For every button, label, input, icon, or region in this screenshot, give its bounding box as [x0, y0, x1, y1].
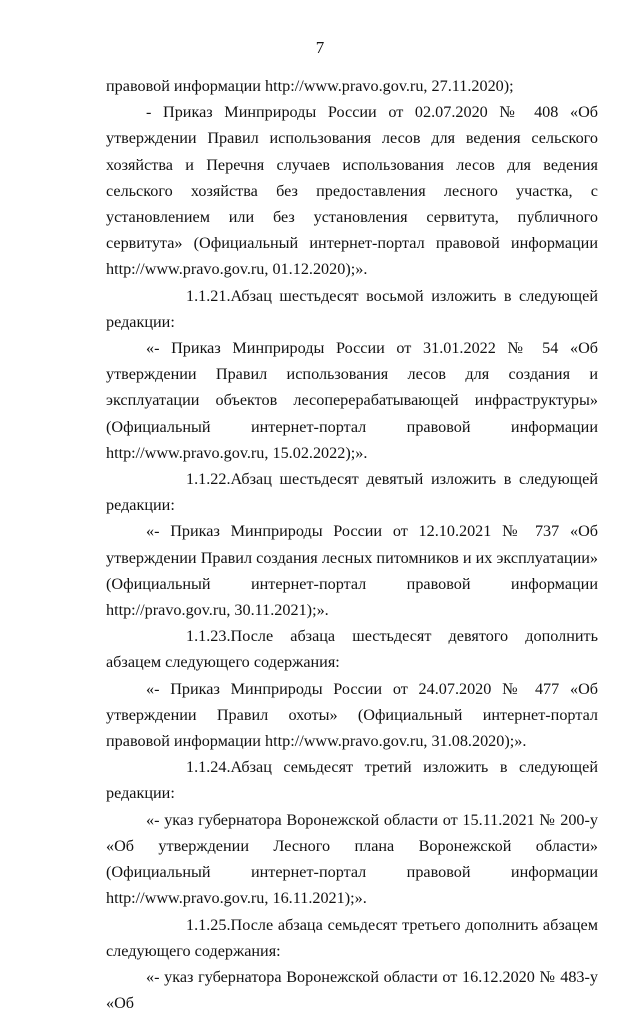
- paragraph-order-408: - Приказ Минприроды России от 02.07.2020 № 408 «Об утверждении Правил использования лесов для ведения сельского хозяйства и Перечня случаев использования лесов для ведения сельского хозяйства без предоставления лесного участка, с установлением или без установления сервитута, публичного сервитута» (Официальный интернет-портал правовой информации http://www.pravo.gov.ru, 01.12.2020);».: [106, 103, 598, 279]
- clause-number: 1.1.25.: [186, 915, 231, 934]
- paragraph-decree-200u: «- указ губернатора Воронежской области от 15.11.2021 № 200-у «Об утверждении Лесного плана Воронежской области» (Официальный интернет-портал правовой информации http://www.pravo.gov.ru, 16.11.2021);».: [106, 810, 598, 908]
- clause-text: Абзац шестьдесят восьмой изложить в следующей редакции:: [106, 286, 598, 331]
- page-number: 7: [315, 38, 325, 57]
- paragraph-decree-483u: «- указ губернатора Воронежской области от 16.12.2020 № 483-у «Об: [106, 967, 598, 1013]
- paragraph-continuation: правовой информации http://www.pravo.gov.ru, 27.11.2020);: [106, 77, 514, 95]
- clause-number: 1.1.22.: [186, 470, 231, 489]
- paragraph-order-477: «- Приказ Минприроды России от 24.07.2020 № 477 «Об утверждении Правил охоты» (Официальный интернет-портал правовой информации http://www.pravo.gov.ru, 31.08.2020);».: [106, 679, 598, 751]
- clause-1-1-22: [106, 466, 598, 518]
- clause-text: После абзаца семьдесят третьего дополнить абзацем следующего содержания:: [106, 915, 598, 960]
- document-body: [106, 73, 598, 1016]
- clause-1-1-23: [106, 623, 598, 675]
- paragraph-order-737: «- Приказ Минприроды России от 12.10.2021 № 737 «Об утверждении Правил создания лесных питомников и их эксплуатации» (Официальный интернет-портал правовой информации http://pravo.gov.ru, 30.11.2021);».: [106, 522, 598, 620]
- clause-1-1-21: [106, 283, 598, 335]
- clause-number: 1.1.24.: [186, 758, 231, 777]
- clause-text: Абзац шестьдесят девятый изложить в следующей редакции:: [106, 470, 598, 515]
- paragraph-order-54: «- Приказ Минприроды России от 31.01.2022 № 54 «Об утверждении Правил использования лесов для создания и эксплуатации объектов лесоперерабатывающей инфраструктуры» (Официальный интернет-портал правовой информации http://www.pravo.gov.ru, 15.02.2022);».: [106, 339, 598, 462]
- clause-text: Абзац семьдесят третий изложить в следующей редакции:: [106, 758, 598, 803]
- clause-number: 1.1.21.: [186, 286, 231, 305]
- clause-1-1-25: [106, 912, 598, 964]
- clause-text: После абзаца шестьдесят девятого дополнить абзацем следующего содержания:: [106, 627, 598, 672]
- clause-number: 1.1.23.: [186, 627, 231, 646]
- clause-1-1-24: [106, 754, 598, 806]
